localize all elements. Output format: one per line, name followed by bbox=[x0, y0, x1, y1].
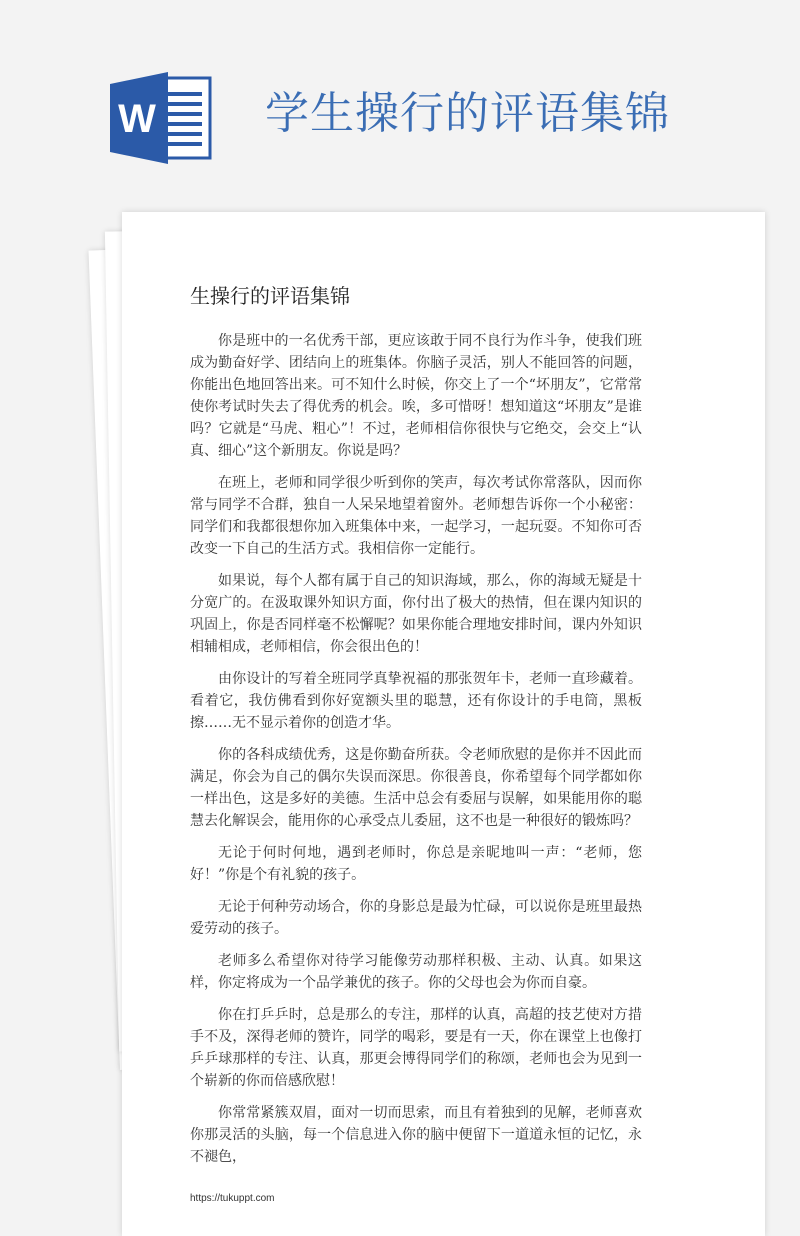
paragraph: 老师多么希望你对待学习能像劳动那样积极、主动、认真。如果这样，你定将成为一个品学兼优的孩子。你的父母也会为你而自豪。 bbox=[190, 953, 642, 991]
paragraph: 无论于何种劳动场合，你的身影总是最为忙碌，可以说你是班里最热爱劳动的孩子。 bbox=[190, 899, 642, 937]
paragraph: 在班上，老师和同学很少听到你的笑声，每次考试你常落队，因而你常与同学不合群，独自一人呆呆地望着窗外。老师想告诉你一个小秘密：同学们和我都很想你加入班集体中来，一起学习，一起玩耍。不知你可否改变一下自己的生活方式。我相信你一定能行。 bbox=[190, 475, 642, 557]
footer-url: https://tukuppt.com bbox=[190, 1193, 275, 1204]
word-document-icon bbox=[110, 72, 215, 164]
page-heading: 学生操行的评语集锦 bbox=[265, 88, 670, 139]
document-title: 生操行的评语集锦 bbox=[190, 284, 350, 308]
document-page bbox=[122, 212, 765, 1236]
paragraph: 你是班中的一名优秀干部，更应该敢于同不良行为作斗争，使我们班成为勤奋好学、团结向上的班集体。你脑子灵活，别人不能回答的问题，你能出色地回答出来。可不知什么时候，你交上了一个“坏朋友”，它常常使你考试时失去了得优秀的机会。唉，多可惜呀！想知道这“坏朋友”是谁吗？它就是“马虎、粗心”！不过，老师相信你很快与它绝交，会交上“认真、细心”这个新朋友。你说是吗？ bbox=[190, 333, 642, 459]
paragraph: 如果说，每个人都有属于自己的知识海域，那么，你的海域无疑是十分宽广的。在汲取课外知识方面，你付出了极大的热情，但在课内知识的巩固上，你是否同样毫不松懈呢？如果你能合理地安排时间，课内外知识相辅相成，老师相信，你会很出色的！ bbox=[190, 573, 642, 655]
paragraph: 由你设计的写着全班同学真挚祝福的那张贺年卡，老师一直珍藏着。看着它，我仿佛看到你好宽额头里的聪慧，还有你设计的手电筒，黑板擦……无不显示着你的创造才华。 bbox=[190, 671, 642, 731]
paragraph: 你在打乒乒时，总是那么的专注，那样的认真，高超的技艺使对方措手不及，深得老师的赞许，同学的喝彩，要是有一天，你在课堂上也像打乒乒球那样的专注、认真，那更会博得同学们的称颂，老师也会为见到一个崭新的你而倍感欣慰！ bbox=[190, 1007, 642, 1089]
document-body bbox=[190, 330, 642, 1178]
paragraph: 你常常紧簇双眉，面对一切而思索，而且有着独到的见解，老师喜欢你那灵活的头脑，每一个信息进入你的脑中便留下一道道永恒的记忆，永不褪色， bbox=[190, 1105, 642, 1165]
paragraph: 你的各科成绩优秀，这是你勤奋所获。令老师欣慰的是你并不因此而满足，你会为自己的偶尔失误而深思。你很善良，你希望每个同学都如你一样出色，这是多好的美德。生活中总会有委屈与误解，如果能用你的聪慧去化解误会，能用你的心承受点儿委屈，这不也是一种很好的锻炼吗？ bbox=[190, 747, 642, 829]
logo-letter: W bbox=[118, 97, 156, 141]
paragraph: 无论于何时何地，遇到老师时，你总是亲昵地叫一声：“老师，您好！”你是个有礼貌的孩子。 bbox=[190, 845, 642, 883]
